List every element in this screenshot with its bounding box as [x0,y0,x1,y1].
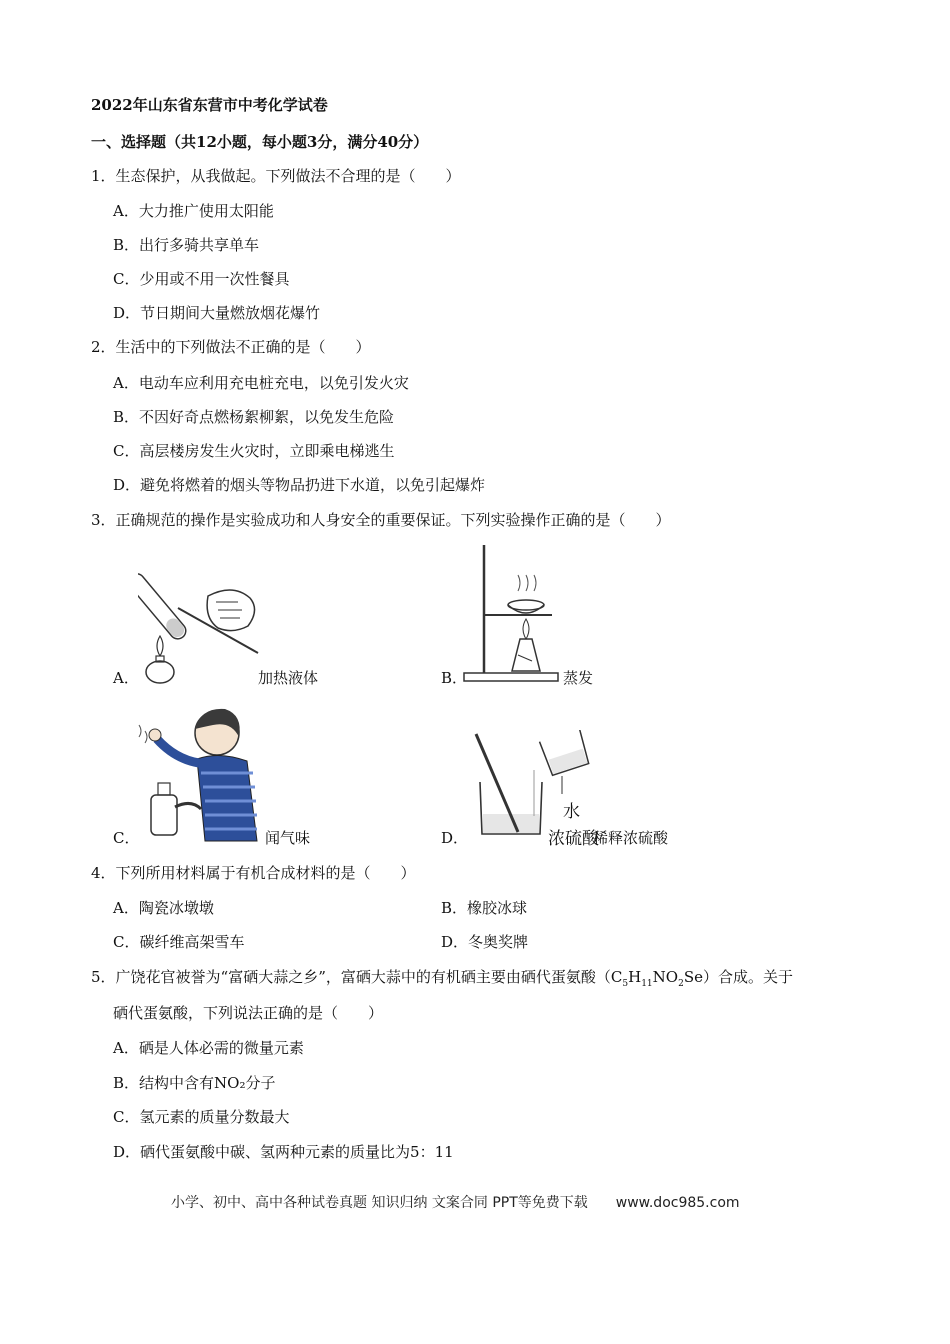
question-5-stem-post: ）合成。关于 [702,968,793,986]
question-4-option-a: A．陶瓷冰墩墩 [113,899,214,917]
question-4-option-c: C．碳纤维高架雪车 [113,933,245,951]
figure-c-caption: 闻气味 [265,829,311,847]
section-heading: 一、选择题（共12小题，每小题3分，满分40分） [91,133,429,151]
question-1-option-b: B．出行多骑共享单车 [113,236,260,254]
question-2-option-b: B．不因好奇点燃杨絮柳絮，以免发生危险 [113,408,395,426]
question-5-option-d: D．硒代蛋氨酸中碳、氢两种元素的质量比为5：11 [113,1143,454,1161]
question-1-option-d: D．节日期间大量燃放烟花爆竹 [113,304,321,322]
question-5-option-b: B．结构中含有NO₂分子 [113,1074,276,1092]
question-1-stem: 1．生态保护，从我做起。下列做法不合理的是（ ） [91,167,461,185]
formula-h: H [628,968,642,986]
question-3-stem: 3．正确规范的操作是实验成功和人身安全的重要保证。下列实验操作正确的是（ ） [91,511,671,529]
question-4-option-d: D．冬奥奖牌 [441,933,529,951]
figure-b-caption: 蒸发 [563,669,594,687]
formula-sub-c: 5 [622,979,629,989]
footer-text: 小学、初中、高中各种试卷真题 知识归纳 文案合同 PPT等免费下载 www.doc985.com [171,1195,740,1211]
figure-d-acid-label: 浓硫酸 [548,829,599,849]
formula-no: NO [652,968,679,986]
question-1-option-c: C．少用或不用一次性餐具 [113,270,290,288]
formula-sub-o: 2 [678,979,684,989]
question-2-stem: 2．生活中的下列做法不正确的是（ ） [91,338,371,356]
question-1-option-a: A．大力推广使用太阳能 [113,202,274,220]
question-4-stem: 4．下列所用材料属于有机合成材料的是（ ） [91,864,416,882]
exam-title: 2022年山东省东营市中考化学试卷 [91,96,328,114]
question-5-stem-line2: 硒代蛋氨酸，下列说法正确的是（ ） [113,1004,384,1022]
formula-sub-h: 11 [641,979,653,989]
formula-se: Se [683,968,703,986]
question-5-stem-line1 [91,966,793,989]
question-4-option-b: B．橡胶冰球 [441,899,528,917]
figure-a-label: A． [113,669,139,687]
question-5-option-c: C．氢元素的质量分数最大 [113,1108,290,1126]
figure-c-label: C． [113,829,140,847]
question-2-option-c: C．高层楼房发生火灾时，立即乘电梯逃生 [113,442,395,460]
figure-b-label: B． [441,669,468,687]
question-5-stem-pre: 5．广饶花官被誉为“富硒大蒜之乡”，富硒大蒜中的有机硒主要由硒代蛋氨酸（C [91,968,623,986]
question-2-option-a: A．电动车应利用充电桩充电，以免引发火灾 [113,374,409,392]
figure-a-caption: 加热液体 [258,669,319,687]
evaporation-apparatus-illustration [462,543,562,685]
heating-liquid-illustration [138,568,268,688]
question-2-option-d: D．避免将燃着的烟头等物品扔进下水道，以免引起爆炸 [113,476,486,494]
figure-d-label: D． [441,829,469,847]
smelling-gas-illustration [135,703,265,843]
question-5-option-a: A．硒是人体必需的微量元素 [113,1039,304,1057]
figure-d-water-label: 水 [563,802,580,822]
figure-d-caption: 稀释浓硫酸 [593,829,669,847]
